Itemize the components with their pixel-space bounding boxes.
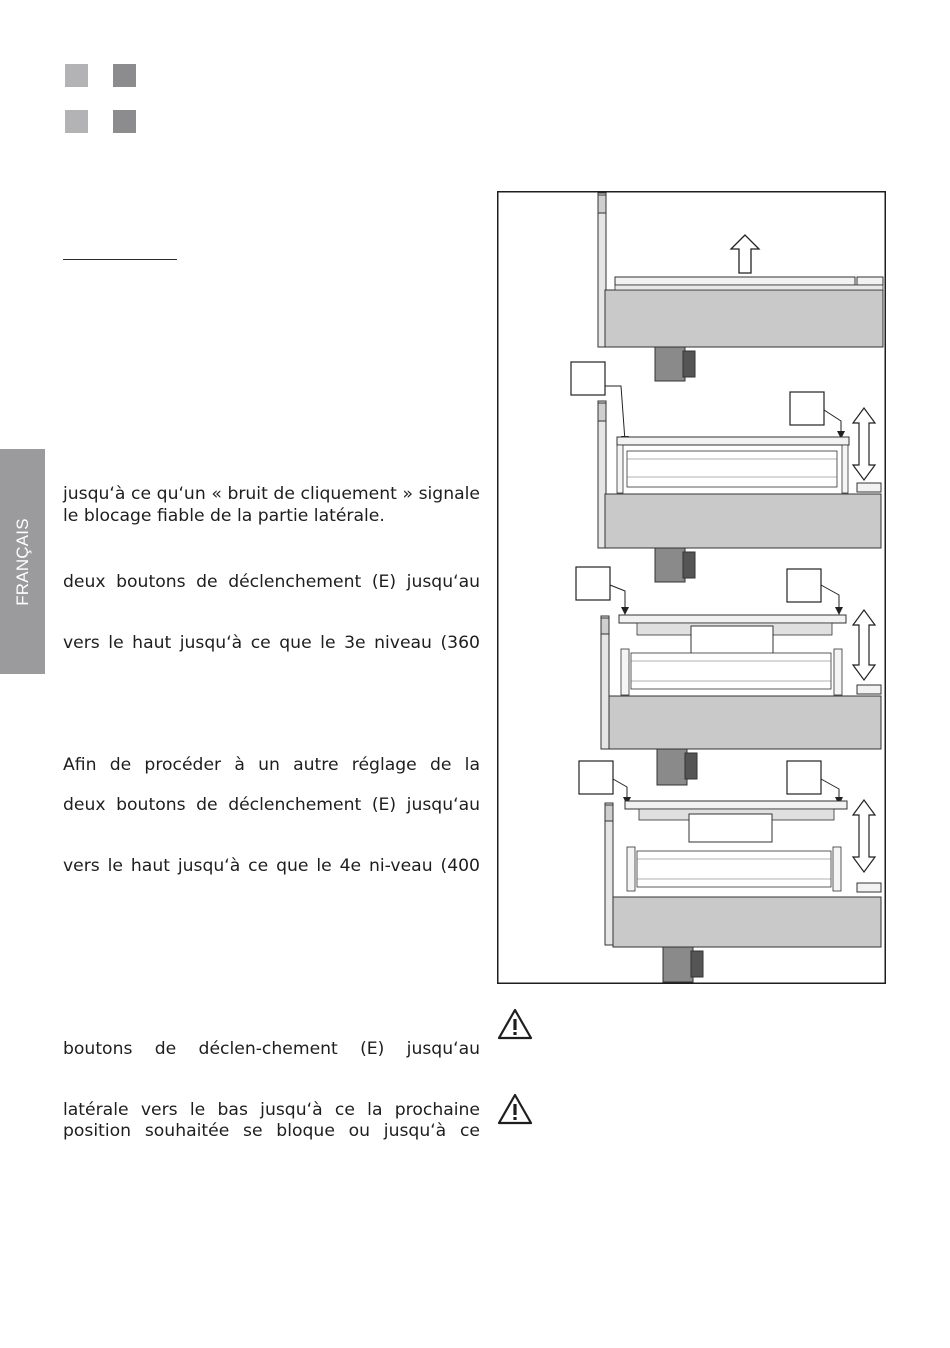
- header-square-1: [65, 64, 88, 87]
- paragraph-8-line-1: latérale vers le bas jusqu‘à ce la prochaine: [63, 1100, 480, 1120]
- heading-underline: [63, 259, 177, 260]
- language-side-tab: [0, 449, 45, 674]
- paragraph-2: deux boutons de déclenchement (E) jusqu‘au: [63, 572, 480, 592]
- paragraph-3: vers le haut jusqu‘à ce que le 3e niveau (360: [63, 633, 480, 653]
- header-square-3: [65, 110, 88, 133]
- paragraph-8-line-2: position souhaitée se bloque ou jusqu‘à ce: [63, 1121, 480, 1141]
- counter-adjustment-illustration: [497, 191, 886, 984]
- paragraph-1-line-2: le blocage fiable de la partie latérale.: [63, 506, 385, 526]
- paragraph-6: vers le haut jusqu‘à ce que le 4e ni-veau (400: [63, 856, 480, 876]
- paragraph-1-line-1: jusqu‘à ce qu‘un « bruit de cliquement » signale: [63, 484, 480, 504]
- header-square-4: [113, 110, 136, 133]
- header-square-2: [113, 64, 136, 87]
- warning-triangle-icon: [497, 1008, 533, 1040]
- language-label: FRANÇAIS: [12, 517, 32, 606]
- paragraph-4: Afin de procéder à un autre réglage de la: [63, 755, 480, 775]
- paragraph-7: boutons de déclen-chement (E) jusqu‘au: [63, 1039, 480, 1059]
- paragraph-5: deux boutons de déclenchement (E) jusqu‘au: [63, 795, 480, 815]
- warning-triangle-icon: [497, 1093, 533, 1125]
